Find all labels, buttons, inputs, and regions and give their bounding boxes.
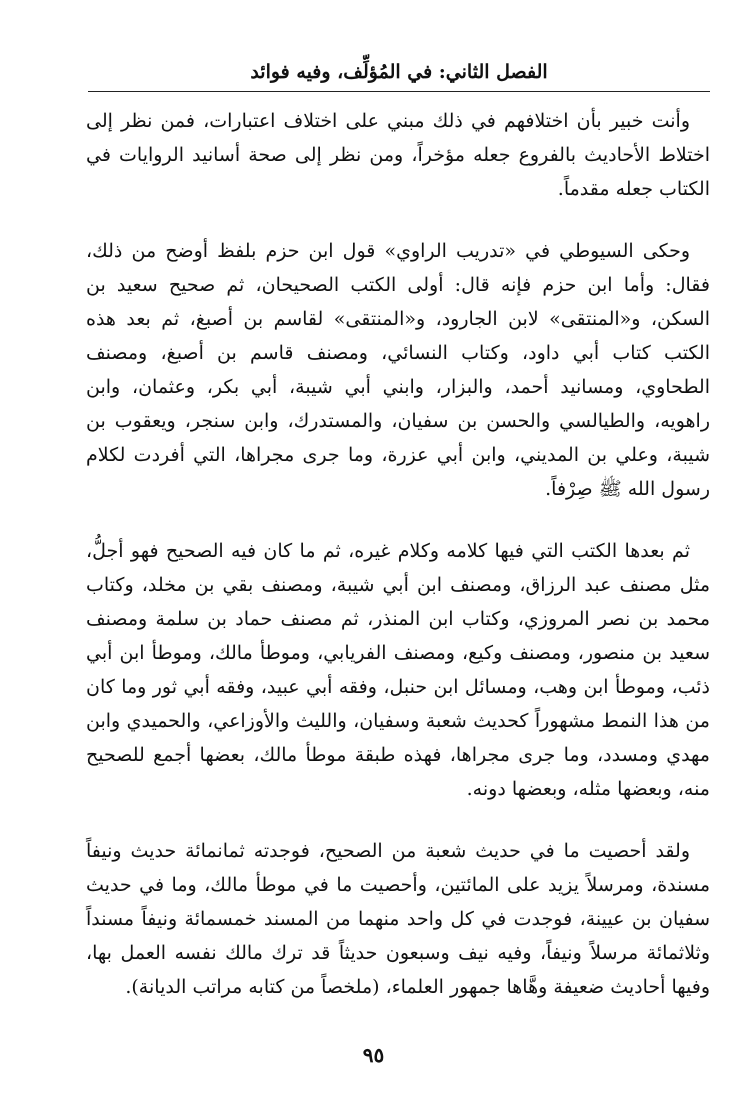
paragraph-1-text: وأنت خبير بأن اختلافهم في ذلك مبني على اختلاف اعتبارات، فمن نظر إلى اختلاط الأحاديث بالفروع جعله مؤخراً، ومن نظر إلى صحة أسانيد الروايات في الكتاب جعله مقدماً. xyxy=(86,110,710,200)
running-header: الفصل الثاني: في المُؤلِّف، وفيه فوائد xyxy=(250,61,548,83)
body-text xyxy=(86,104,710,1032)
paragraph-2 xyxy=(86,234,710,506)
paragraph-3-text: ثم بعدها الكتب التي فيها كلامه وكلام غيره، ثم ما كان فيه الصحيح فهو أجلُّ، مثل مصنف عبد الرزاق، ومصنف ابن أبي شيبة، ومصنف بقي بن مخلد، وكتاب محمد بن نصر المروزي، وكتاب ابن المنذر، ثم مصنف حماد بن سلمة ومصنف سعيد بن منصور، ومصنف وكيع، ومصنف الفريابي، وموطأ مالك، وموطأ ابن أبي ذئب، وموطأ ابن وهب، ومسائل ابن حنبل، وفقه أبي عبيد، وفقه أبي ثور وما كان من هذا النمط مشهوراً كحديث شعبة وسفيان، والليث والأوزاعي، والحميدي وابن مهدي ومسدد، وما جرى مجراها، فهذه طبقة موطأ مالك، بعضها أجمع للصحيح منه، وبعضها مثله، وبعضها دونه. xyxy=(86,540,710,800)
paragraph-4-text: ولقد أحصيت ما في حديث شعبة من الصحيح، فوجدته ثمانمائة حديث ونيفاً مسندة، ومرسلاً يزيد على المائتين، وأحصيت ما في موطأ مالك، وما في حديث سفيان بن عيينة، فوجدت في كل واحد منهما من المسند خمسمائة ونيفاً مسنداً وثلاثمائة مرسلاً ونيفاً، وفيه نيف وسبعون حديثاً قد ترك مالك نفسه العمل بها، وفيها أحاديث ضعيفة وهَّاها جمهور العلماء، (ملخصاً من كتابه مراتب الديانة). xyxy=(86,840,710,998)
paragraph-1 xyxy=(86,104,710,206)
page-number: ٩٥ xyxy=(362,1043,385,1067)
paragraph-4 xyxy=(86,834,710,1004)
header-rule xyxy=(88,91,710,92)
paragraph-2-text: وحكى السيوطي في «تدريب الراوي» قول ابن حزم بلفظ أوضح من ذلك، فقال: وأما ابن حزم فإنه قال: أولى الكتب الصحيحان، ثم صحيح سعيد بن السكن، و«المنتقى» لابن الجارود، و«المنتقى» لقاسم بن أصبغ، ثم بعد هذه الكتب كتاب أبي داود، وكتاب النسائي، ومصنف قاسم بن أصبغ، ومصنف الطحاوي، ومسانيد أحمد، والبزار، وابني أبي شيبة، أبي بكر، وعثمان، وابن راهويه، والطيالسي والحسن بن سفيان، والمستدرك، وابن سنجر، ويعقوب بن شيبة، وعلي بن المديني، وابن أبي عزرة، وما جرى مجراها، التي أفردت لكلام رسول الله ﷺ صِرْفاً. xyxy=(86,240,710,500)
paragraph-3 xyxy=(86,534,710,806)
